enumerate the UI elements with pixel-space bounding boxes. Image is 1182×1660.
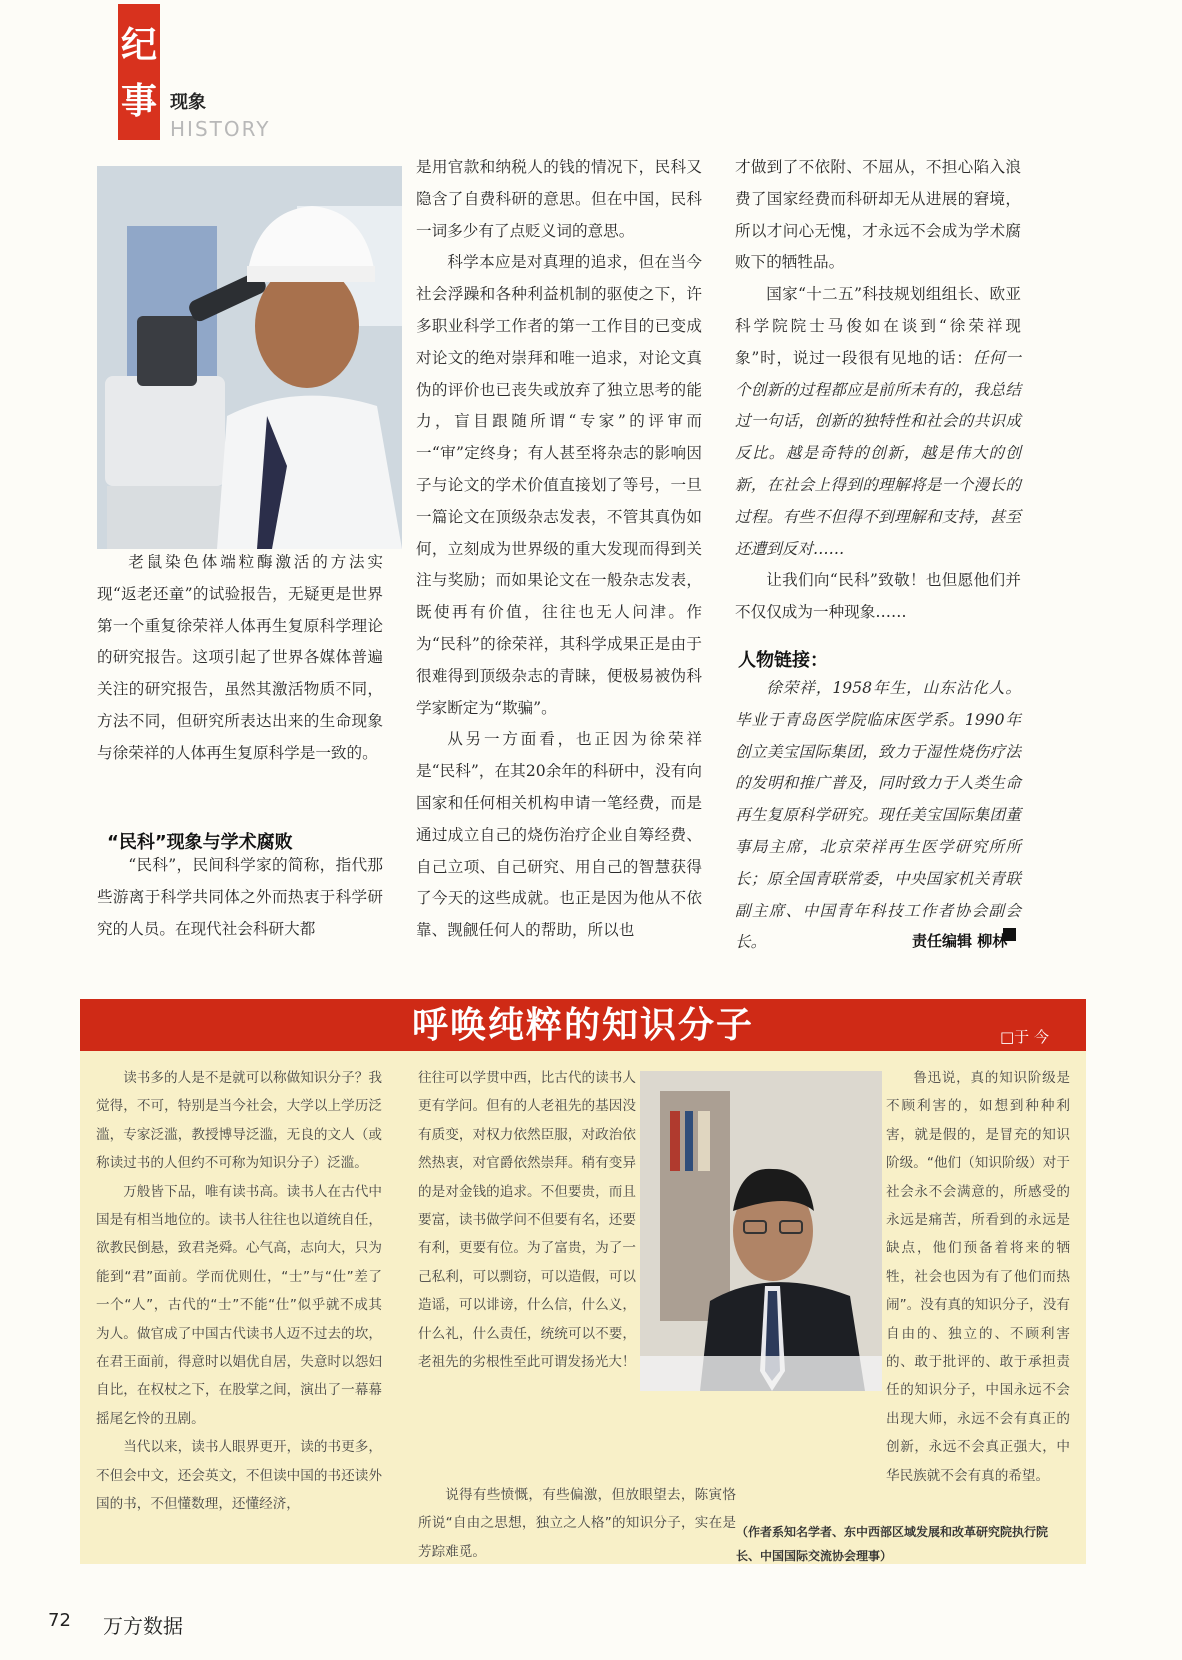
article1-col1-p2: “民科”，民间科学家的简称，指代那些游离于科学共同体之外而热衷于科学研究的人员。在现代社会科研大都 bbox=[97, 856, 383, 938]
person-link-heading: 人物链接： bbox=[738, 650, 828, 671]
page-number: 72 bbox=[48, 1610, 71, 1631]
article1-col3-p2 bbox=[735, 279, 1021, 565]
badge-char-2: 事 bbox=[120, 81, 157, 122]
article2-author: □于 今 bbox=[1000, 1028, 1049, 1046]
article2-col1 bbox=[96, 1064, 382, 1519]
article2-col2 bbox=[418, 1064, 636, 1376]
article2-c1-p2: 万般皆下品，唯有读书高。读书人在古代中国是有相当地位的。读书人往往也以道统自任，欲教民倒悬，致君尧舜。心气高，志向大，只为能到“君”面前。学而优则仕，“士”与“仕”差了一个“人”，古代的“士”不能“仕”似乎就不成其为人。做官成了中国古代读书人迈不过去的坎，在君王面前，得意时以娼优自居，失意时以怨妇自比，在权杖之下，在股掌之间，演出了一幕幕摇尾乞怜的丑剧。 bbox=[96, 1183, 382, 1427]
article2-c2-p2: 说得有些愤慨，有些偏激，但放眼望去，陈寅恪所说“自由之思想，独立之人格”的知识分子，实在是芳踪难觅。 bbox=[418, 1487, 736, 1560]
article1-col2-p1: 是用官款和纳税人的钱的情况下，民科又隐含了自费科研的意思。但在中国，民科一词多少有了点贬义词的意思。 bbox=[416, 158, 702, 240]
section-badge bbox=[118, 4, 160, 140]
article1-col2-p3: 从另一方面看，也正因为徐荣祥是“民科”，在其20余年的科研中，没有向国家和任何相关机构申请一笔经费，而是通过成立自己的烧伤治疗企业自筹经费、自己立项、自己研究、用自己的智慧获得了今天的这些成就。也正是因为他从不依靠、觊觎任何人的帮助，所以也 bbox=[416, 730, 702, 940]
article1-col3 bbox=[735, 152, 1021, 629]
article2-title: 呼唤纯粹的知识分子 bbox=[411, 1004, 754, 1046]
article1-col2-p2: 科学本应是对真理的追求，但在当今社会浮躁和各种利益机制的驱使之下，许多职业科学工作者的第一工作目的已变成对论文的绝对崇拜和唯一追求，对论文真伪的评价也已丧失或放弃了独立思考的能力，盲目跟随所谓“专家”的评审而一“审”定终身；有人甚至将杂志的影响因子与论文的学术价值直接划了等号，一旦一篇论文在顶级杂志发表，不管其真伪如何，立刻成为世界级的重大发现而得到关注与奖励；而如果论文在一般杂志发表，既使再有价值，往往也无人问津。作为“民科”的徐荣祥，其科学成果正是由于很难得到顶级杂志的青睐，便极易被伪科学家断定为“欺骗”。 bbox=[416, 253, 702, 717]
author-photo bbox=[640, 1071, 882, 1391]
article2-col3a bbox=[886, 1064, 1070, 1484]
editor-credit: 责任编辑 柳林 bbox=[912, 932, 1008, 950]
watermark: 万方数据 bbox=[103, 1614, 183, 1638]
article2-c1-p1: 读书多的人是不是就可以称做知识分子？我觉得，不可，特别是当今社会，大学以上学历泛滥，专家泛滥，教授博导泛滥，无良的文人（或称读过书的人但约不可称为知识分子）泛滥。 bbox=[96, 1070, 382, 1172]
article2-c2-p1: 往往可以学贯中西，比古代的读书人更有学问。但有的人老祖先的基因没有质变，对权力依然臣服，对政治依然热衷，对官爵依然崇拜。稍有变异的是对金钱的追求。不但要贵，而且要富，读书做学问不但要有名，还要有利，更要有位。为了富贵，为了一己私利，可以剽窃，可以造假，可以造谣，可以诽谤，什么信，什么义，什么礼，什么责任，统统可以不要，老祖先的劣根性至此可谓发扬光大！ bbox=[418, 1070, 636, 1371]
author-bio: （作者系知名学者、东中西部区域发展和改革研究院执行院长、中国国际交流协会理事） bbox=[736, 1525, 1049, 1563]
article1-col3-p3: 让我们向“民科”致敬！也但愿他们并不仅仅成为一种现象…… bbox=[735, 571, 1021, 622]
col3-p2-text: 国家“十二五”科技规划组组长、欧亚科学院院士马俊如在谈到“徐荣祥现象”时，说过一段很有见地的话： bbox=[735, 285, 1021, 367]
badge-char-1: 纪 bbox=[120, 25, 157, 66]
section-label-cn: 现象 bbox=[170, 92, 206, 113]
article2-c1-p3: 当代以来，读书人眼界更开，读的书更多，不但会中文，还会英文，不但读中国的书还读外国的书，不但懂数理，还懂经济， bbox=[96, 1439, 382, 1513]
article2-c3-p1: 鲁迅说，真的知识阶级是不顾利害的，如想到种种利害，就是假的，是冒充的知识阶级。“他们（知识阶级）对于社会永不会满意的，所感受的永远是痛苦，所看到的永远是缺点，他们预备着将来的牺牲，社会也因为有了他们而热闹”。没有真的知识分子，没有自由的、独立的、不顾利害的、敢于批评的、敢于承担责任的知识分子，中国永远不会出现大师，永远不会有真正的创新，永远不会真正强大，中华民族就不会有真的希望。 bbox=[886, 1070, 1070, 1484]
scientist-photo bbox=[97, 166, 402, 549]
article1-subheading: “民科”现象与学术腐败 bbox=[107, 832, 293, 853]
article1-col2 bbox=[416, 152, 702, 947]
quote-text: 任何一个创新的过程都应是前所未有的，我总结过一句话，创新的独特性和社会的共识成反比。越是奇特的创新，越是伟大的创新，在社会上得到的理解将是一个漫长的过程。有些不但得不到理解和支持，甚至还遭到反对…… bbox=[735, 348, 1021, 558]
article1-col1-text: 老鼠染色体端粒酶激活的方法实现“返老还童”的试验报告，无疑更是世界第一个重复徐荣祥人体再生复原科学理论的研究报告。这项引起了世界各媒体普遍关注的研究报告，虽然其激活物质不同，方法不同，但研究所表达出来的生命现象与徐荣祥的人体再生复原科学是一致的。 bbox=[97, 553, 383, 762]
section-label-en: HISTORY bbox=[170, 117, 271, 141]
article1-col3-p1: 才做到了不依附、不屈从，不担心陷入浪费了国家经费而科研却无从进展的窘境，所以才问心无愧，才永远不会成为学术腐败下的牺牲品。 bbox=[735, 158, 1021, 272]
article2-c3-continue bbox=[736, 1400, 1070, 1510]
person-link-text: 徐荣祥，1958年生，山东沾化人。毕业于青岛医学院临床医学系。1990年创立美宝国际集团，致力于湿性烧伤疗法的发明和推广普及，同时致力于人类生命再生复原科学研究。现任美宝国际集团董事局主席，北京荣祥再生医学研究所所长；原全国青联常委，中央国家机关青联副主席、中国青年科技工作者协会副会长。 bbox=[735, 679, 1021, 952]
